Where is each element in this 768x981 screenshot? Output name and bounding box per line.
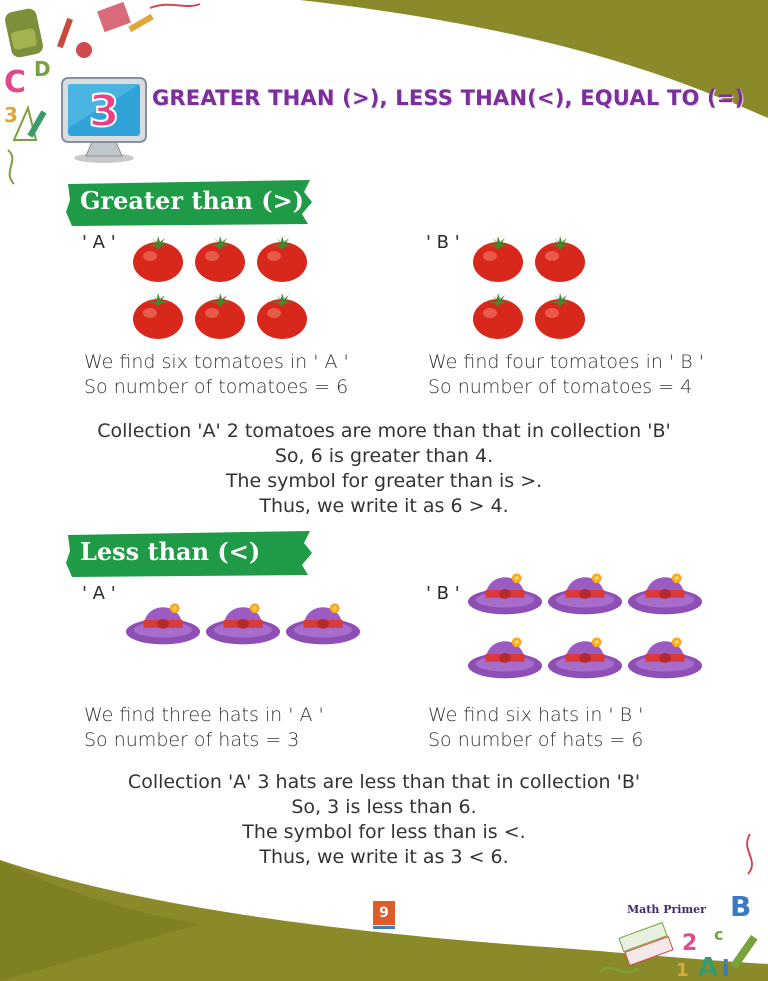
greater-than-heading-banner [66,180,314,226]
tomato-icon [130,234,186,284]
hat-icon [466,624,544,682]
description-line: So number of tomatoes = 4 [428,376,693,398]
book-title: Math Primer [627,903,706,916]
description-line: So number of hats = 3 [84,729,300,751]
chapter-title: GREATER THAN (>), LESS THAN(<), EQUAL TO (=) [152,86,745,110]
summary-line: Collection 'A' 2 tomatoes are more than that in collection 'B' [97,420,671,442]
svg-text:A: A [698,953,719,981]
svg-text:B: B [730,890,752,923]
svg-text:2: 2 [682,931,698,956]
tomato-icon [192,291,248,341]
summary-line: So, 6 is greater than 4. [274,445,494,467]
tomato-icon [192,234,248,284]
hat-icon [466,560,544,618]
svg-text:3: 3 [4,103,18,127]
svg-text:c: c [714,925,724,944]
tomato-icon [254,291,310,341]
summary-line: The symbol for greater than is >. [225,470,543,492]
svg-text:3: 3 [88,86,120,137]
group-a-description [84,703,324,753]
group-a-label: ' A ' [82,583,116,604]
hat-icon [124,590,202,648]
svg-text:D: D [34,57,51,81]
summary-line: Collection 'A' 3 hats are less than that in collection 'B' [127,771,641,793]
description-line: We find three hats in ' A ' [84,704,324,726]
greater-than-heading: Greater than (>) [80,186,305,215]
hat-group-a [124,590,370,654]
group-a-description [84,350,349,400]
chapter-number-monitor-icon [58,72,150,164]
description-line: We find six hats in ' B ' [428,704,644,726]
group-b-description [428,350,704,400]
summary-line: Thus, we write it as 6 > 4. [259,495,509,517]
tomato-icon [254,234,310,284]
tomato-icon [532,234,588,284]
less-than-summary [40,770,728,870]
tomato-icon [470,234,526,284]
tomato-icon [130,291,186,341]
hat-icon [626,624,704,682]
group-b-description [428,703,643,753]
svg-text:C: C [4,65,27,100]
tomato-icon [470,291,526,341]
description-line: We find four tomatoes in ' B ' [428,351,704,373]
hat-icon [204,590,282,648]
hat-group-b [466,560,712,690]
description-line: So number of tomatoes = 6 [84,376,349,398]
less-than-heading-banner [66,531,314,577]
svg-text:1: 1 [676,960,689,981]
group-b-label: ' B ' [426,232,460,253]
greater-than-summary [40,419,728,519]
summary-line: So, 3 is less than 6. [291,796,477,818]
hat-icon [546,560,624,618]
description-line: We find six tomatoes in ' A ' [84,351,349,373]
summary-line: Thus, we write it as 3 < 6. [259,846,509,868]
less-than-heading: Less than (<) [80,537,261,566]
tomato-icon [532,291,588,341]
tomato-group-a [130,234,320,346]
hat-icon [546,624,624,682]
page-number: 9 [373,901,395,925]
hat-icon [626,560,704,618]
summary-line: The symbol for less than is <. [242,821,526,843]
group-a-label: ' A ' [82,232,116,253]
description-line: So number of hats = 6 [428,729,644,751]
svg-text:i: i [722,957,730,981]
tomato-group-b [470,234,600,346]
hat-icon [284,590,362,648]
group-b-label: ' B ' [426,583,460,604]
